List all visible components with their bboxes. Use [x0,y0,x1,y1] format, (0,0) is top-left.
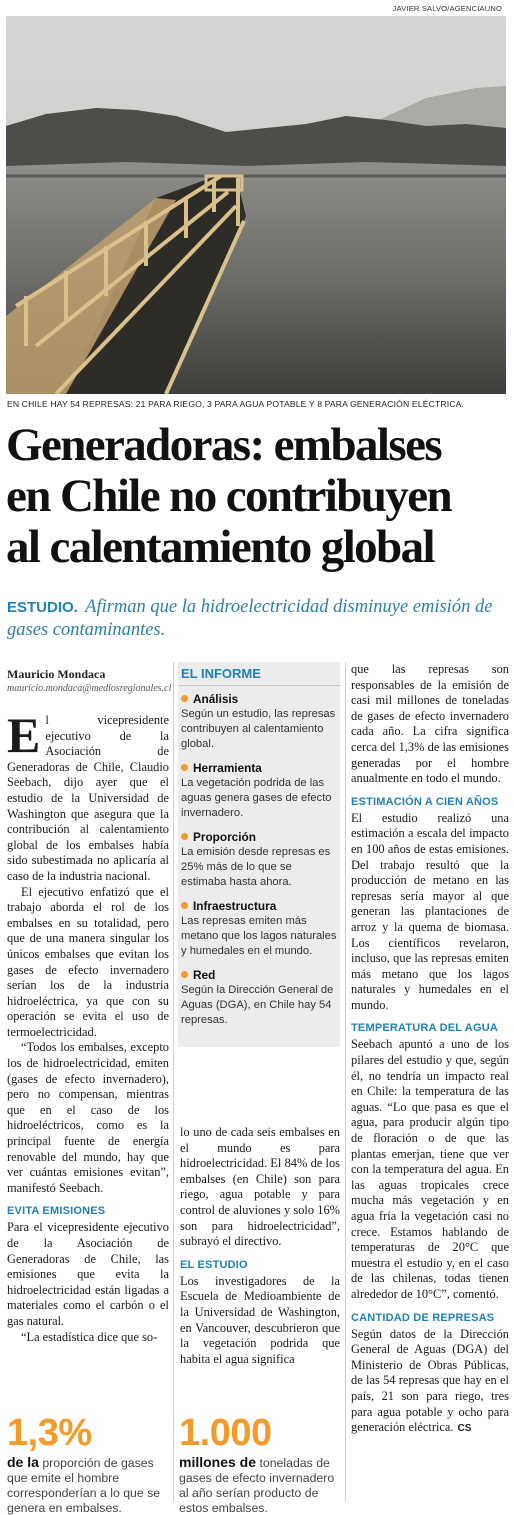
informe-item [178,899,340,959]
informe-item-text: La emisión desde represas es 25% más de lo que se estimaba hasta ahora. [181,846,331,888]
informe-item [178,968,340,1028]
article-column-3 [351,662,509,1436]
subhead-el-estudio: EL ESTUDIO [180,1258,248,1271]
kicker [7,596,507,641]
drop-cap: E [7,707,41,763]
informe-item-text: Según un estudio, las represas contribuyen al calentamiento global. [181,708,336,750]
informe-item-title: Análisis [193,692,239,706]
informe-item-title: Herramienta [193,761,262,775]
stat-callout-2 [179,1413,345,1515]
bullet-icon [181,833,188,840]
headline-line-2: en Chile no contribuyen [6,470,451,522]
subhead-temperatura: TEMPERATURA DEL AGUA [351,1022,498,1035]
subhead-estimacion: ESTIMACIÓN A CIEN AÑOS [351,795,499,808]
informe-title: EL INFORME [178,666,340,686]
column-divider [345,662,346,1502]
author-email: mauricio.mondaca@mediosregionales.cl [7,683,172,694]
article-paragraph [7,707,169,885]
photo-caption: EN CHILE HAY 54 REPRESAS: 21 PARA RIEGO, 3 PARA AGUA POTABLE Y 8 PARA GENERACIÓN ELÉCTRICA. [7,399,465,409]
article-paragraph: El estudio realizó una estimación a escala del impacto en 100 años de estas emisiones. Del trabajo resultó que la producción de metano en las represas sería mayor al que generan las plantaciones de arroz y la quema de biomasa. Los científicos revelaron, incluso, que las represas emiten más metano que los lagos naturales y humedales en el mundo. [351,810,509,1012]
article-paragraph: Los investigadores de la Escuela de Medioambiente de la Universidad de Washington, en Vancouver, descubrieron que la vegetación podrida que habita el agua significa [180,1273,340,1366]
stat-lead: millones de [179,1454,257,1470]
informe-item-text: Las represas emiten más metano que los lagos naturales y humedales en el mundo. [181,915,337,957]
informe-item-title: Red [193,968,216,982]
photo-credit: JAVIER SALVO/AGENCIAUNO [392,4,502,13]
bullet-icon [181,695,188,702]
paragraph-text: l vicepresidente ejecutivo de la Asociación de Generadoras de Chile, Claudio Seebach, dijo ayer que el estudio de la Universidad de Washington que asegura que la contribución al calentamiento global de los embalses había sido subestimada no aplicaría al caso de la industria nacional. [7,713,169,883]
bullet-icon [181,971,188,978]
article-paragraph [351,1327,509,1436]
informe-item-title: Proporción [193,830,256,844]
end-mark: CS [457,1423,472,1435]
informe-item-text: La vegetación podrida de las aguas genera gases de efecto invernadero. [181,777,332,819]
reservoir-illustration [6,16,506,394]
stat-text: toneladas de gases de efecto invernadero al año serían producto de estos embalses. [179,1456,335,1515]
article-paragraph: que las represas son responsables de la emisión de casi mil millones de toneladas de gases de efecto invernadero cada año. La cifra significa cerca del 1,3% de las emisiones generadas por el hombre anualmente en todo el mundo. [351,662,509,786]
article-column-2 [180,1125,340,1367]
informe-item [178,761,340,821]
article-column-1 [7,707,169,1345]
article-paragraph: El ejecutivo enfatizó que el trabajo aborda el rol de los embalses en su totalidad, pero que de una manera singular los únicos embalses que evitan los gases de efecto invernadero serían los de la industria hidroeléctrica, ya que con su operación se evita el uso de termoelectricidad. [7,884,169,1039]
informe-item [178,830,340,890]
reservoir-photo [6,16,506,394]
stat-number: 1,3% [7,1412,92,1454]
stat-number: 1.000 [179,1412,272,1454]
stat-description [7,1455,167,1515]
article-paragraph: lo uno de cada seis embalses en el mundo es para hidroelectricidad. El 84% de los embalses (en Chile) son para riego, agua potable y para control de aluviones y solo 16% son para hidroelectricidad”, subrayó el directivo. [180,1125,340,1249]
stat-lead: de la [7,1454,39,1470]
subhead-evita-emisiones: EVITA EMISIONES [7,1205,106,1218]
article-paragraph: Para el vicepresidente ejecutivo de la Asociación de Generadoras de Chile, las emisiones que evita la hidroelectricidad están ligadas a materiales como el carbón o el gas natural. [7,1220,169,1328]
informe-item [178,692,340,752]
column-divider [173,662,174,1502]
paragraph-text: Según datos de la Dirección General de Aguas (DGA) del Ministerio de Obras Públicas, de las 54 represas que hay en el país, 21 son para riego, tres para agua potable y ocho para generación eléctrica. [351,1326,509,1435]
headline-line-3: al calentamiento global [6,521,434,573]
article-paragraph: “Todos los embalses, excepto los de hidroelectricidad, emiten (gases de efecto invernadero), pero no compensan, mientras que en el caso de los hidroeléctricos, como es la principal fuente de energía renovable del mundo, hay que ver cuántas emisiones evitan”, manifestó Seebach. [7,1040,169,1195]
stat-description [179,1455,345,1515]
bullet-icon [181,902,188,909]
article-paragraph: “La estadística dice que so- [21,1329,158,1344]
kicker-label: ESTUDIO. [7,599,78,616]
headline-line-1: Generadoras: embalses [6,419,442,471]
informe-item-title: Infraestructura [193,899,277,913]
article-paragraph: Seebach apuntó a uno de los pilares del estudio y que, según él, no tendría un impacto real en Chile: la temperatura de las aguas. “Lo que pasa es que el agua, para producir algún tipo de floración o de que las plantas emerjan, tiene que ver con la temperatura del agua. En las aguas tropicales crece mucha más vegetación y en agua fría la vegetación casi no crece. Estamos hablando de temperaturas de 20°C que muestra el estudio y, en el caso de las chilenas, todas tienen alrededor de 10°C”, comentó. [351,1037,509,1301]
headline [6,420,512,573]
kicker-text: Afirman que la hidroelectricidad disminuye emisión de gases contaminantes. [7,597,493,640]
subhead-cantidad: CANTIDAD DE REPRESAS [351,1311,495,1324]
author-name: Mauricio Mondaca [7,667,106,681]
stat-callout-1 [7,1413,167,1515]
informe-box [178,662,340,1047]
stat-text: proporción de gases que emite el hombre corresponderían a lo que se genera en embalses. [7,1456,161,1515]
bullet-icon [181,764,188,771]
informe-item-text: Según la Dirección General de Aguas (DGA), en Chile hay 54 represas. [181,984,334,1026]
